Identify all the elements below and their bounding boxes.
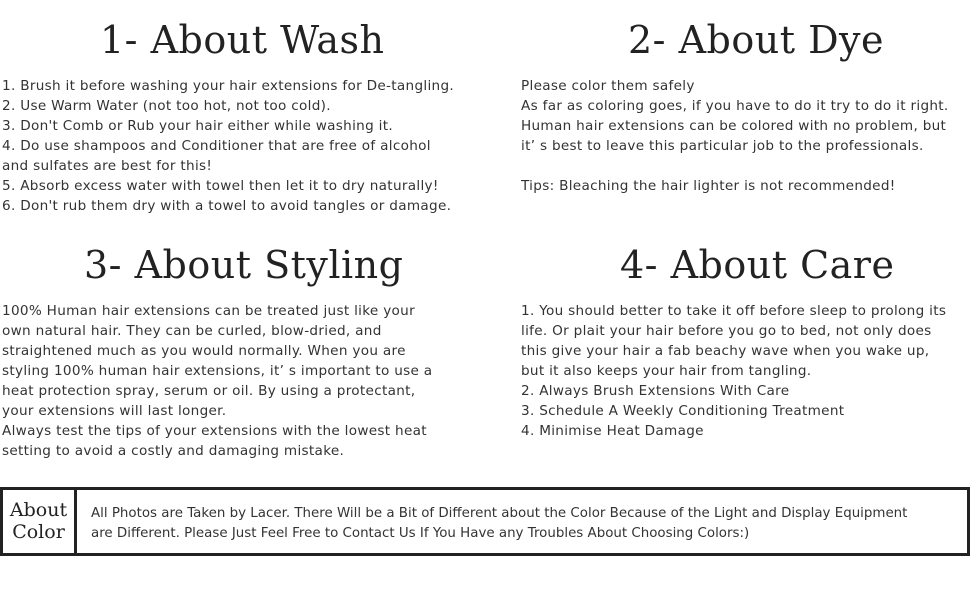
dye-tip: Tips: Bleaching the hair lighter is not recommended! [521, 178, 896, 194]
wash-heading: 1- About Wash [100, 18, 385, 62]
styling-line: heat protection spray, serum or oil. By using a protectant, [2, 383, 416, 399]
wash-line: 6. Don't rub them dry with a towel to avoid tangles or damage. [2, 198, 452, 214]
wash-line: and sulfates are best for this! [2, 158, 213, 174]
wash-line: 5. Absorb excess water with towel then let it to dry naturally! [2, 178, 439, 194]
care-line: 1. You should better to take it off before sleep to prolong its [521, 303, 947, 319]
styling-list [2, 301, 432, 461]
styling-line: your extensions will last longer. [2, 403, 227, 419]
wash-line: 1. Brush it before washing your hair extensions for De-tangling. [2, 78, 454, 94]
care-line: life. Or plait your hair before you go to bed, not only does [521, 323, 932, 339]
dye-heading: 2- About Dye [628, 18, 884, 62]
dye-line: it’ s best to leave this particular job to the professionals. [521, 138, 924, 154]
wash-line: 2. Use Warm Water (not too hot, not too cold). [2, 98, 331, 114]
about-color-text [91, 504, 961, 544]
care-list [521, 301, 946, 441]
dye-line: Please color them safely [521, 78, 695, 94]
care-line: but it also keeps your hair from tangling. [521, 363, 812, 379]
dye-list [521, 76, 949, 196]
dye-line: As far as coloring goes, if you have to do it try to do it right. [521, 98, 949, 114]
care-heading: 4- About Care [620, 243, 895, 287]
styling-line: 100% Human hair extensions can be treated just like your [2, 303, 415, 319]
about-color-label [3, 490, 77, 553]
about-color-label-line1: About [9, 499, 68, 521]
styling-line: straightened much as you would normally. When you are [2, 343, 406, 359]
about-color-text-line1: All Photos are Taken by Lacer. There Will be a Bit of Different about the Color Because of the Light and Display Equipment [91, 506, 908, 521]
styling-line: own natural hair. They can be curled, blow-dried, and [2, 323, 382, 339]
care-line: 2. Always Brush Extensions With Care [521, 383, 790, 399]
spacer [521, 156, 949, 176]
about-color-box [0, 487, 970, 556]
about-color-text-line2: are Different. Please Just Feel Free to Contact Us If You Have any Troubles About Choosing Colors:) [91, 526, 750, 541]
styling-line: setting to avoid a costly and damaging mistake. [2, 443, 345, 459]
styling-line: styling 100% human hair extensions, it’ s important to use a [2, 363, 433, 379]
wash-list [2, 76, 454, 216]
care-line: 4. Minimise Heat Damage [521, 423, 704, 439]
dye-line: Human hair extensions can be colored with no problem, but [521, 118, 947, 134]
styling-heading: 3- About Styling [84, 243, 404, 287]
care-line: 3. Schedule A Weekly Conditioning Treatment [521, 403, 845, 419]
about-color-label-line2: Color [12, 521, 65, 543]
wash-line: 4. Do use shampoos and Conditioner that are free of alcohol [2, 138, 431, 154]
styling-line: Always test the tips of your extensions with the lowest heat [2, 423, 427, 439]
care-line: this give your hair a fab beachy wave when you wake up, [521, 343, 930, 359]
wash-line: 3. Don't Comb or Rub your hair either while washing it. [2, 118, 393, 134]
